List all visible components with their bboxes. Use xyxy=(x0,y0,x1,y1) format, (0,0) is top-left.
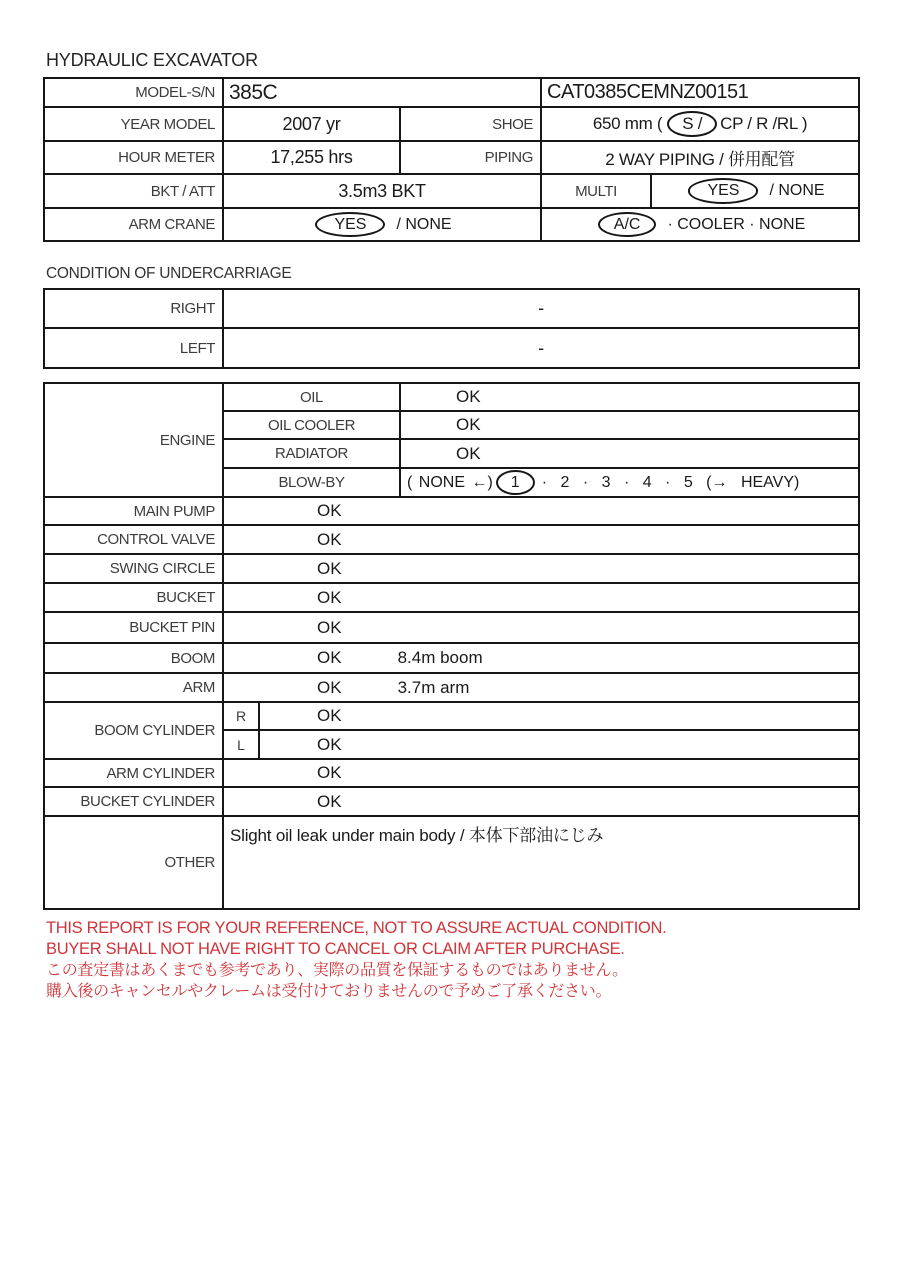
main-pump-row xyxy=(44,497,859,525)
spec-row-model xyxy=(44,78,859,107)
right-label: RIGHT xyxy=(44,289,223,328)
bucket-pin-label: BUCKET PIN xyxy=(44,612,223,643)
arm-row xyxy=(44,673,859,702)
boom-cylinder-r-label: R xyxy=(223,702,259,730)
year-label: YEAR MODEL xyxy=(44,107,223,141)
arm-crane-circled-option: YES xyxy=(315,212,385,237)
shoe-circled-option: S / xyxy=(667,111,717,137)
disclaimer-line-2: BUYER SHALL NOT HAVE RIGHT TO CANCEL OR CLAIM AFTER PURCHASE. xyxy=(46,940,625,958)
arm-cylinder-label: ARM CYLINDER xyxy=(44,759,223,787)
engine-radiator-label: RADIATOR xyxy=(223,439,400,468)
bkt-att-label: BKT / ATT xyxy=(44,174,223,208)
multi-rest: / NONE xyxy=(769,182,825,200)
boom-cylinder-label: BOOM CYLINDER xyxy=(44,702,223,759)
swing-circle-row xyxy=(44,554,859,583)
page-title: HYDRAULIC EXCAVATOR xyxy=(46,50,258,70)
engine-oilcooler-label: OIL COOLER xyxy=(223,411,400,439)
hour-meter-value: 17,255 hrs xyxy=(223,141,400,174)
swing-circle-label: SWING CIRCLE xyxy=(44,554,223,583)
serial-value: CAT0385CEMNZ00151 xyxy=(541,78,859,107)
boom-row xyxy=(44,643,859,673)
blowby-circled-option: 1 xyxy=(496,470,535,495)
boom-value-cell xyxy=(223,643,859,673)
blowby-suffix: · 2 · 3 · 4 · 5 (→ HEAVY) xyxy=(541,473,800,491)
engine-oil-label: OIL xyxy=(223,383,400,411)
main-pump-label: MAIN PUMP xyxy=(44,497,223,525)
blowby-label: BLOW-BY xyxy=(223,468,400,497)
arm-value: OK xyxy=(317,677,342,697)
spec-row-armcrane-ac xyxy=(44,208,859,241)
boom-note: 8.4m boom xyxy=(397,648,483,667)
engine-oilcooler-value: OK xyxy=(400,411,859,439)
spec-table xyxy=(43,77,860,242)
disclaimer-line-1: THIS REPORT IS FOR YOUR REFERENCE, NOT TO ASSURE ACTUAL CONDITION. xyxy=(46,919,667,937)
spec-row-year-shoe xyxy=(44,107,859,141)
engine-oil-row xyxy=(44,383,859,411)
engine-radiator-value: OK xyxy=(400,439,859,468)
undercarriage-right-row xyxy=(44,289,859,328)
multi-circled-option: YES xyxy=(688,178,758,203)
boom-cylinder-r-value: OK xyxy=(259,702,859,730)
aircon-value xyxy=(541,208,859,241)
disclaimer-line-3: この査定書はあくまでも参考であり、実際の品質を保証するものではありません。 xyxy=(46,962,628,979)
piping-label: PIPING xyxy=(400,141,541,174)
other-label: OTHER xyxy=(44,816,223,909)
blowby-prefix: ( NONE ←) xyxy=(407,473,493,491)
boom-cylinder-r-row xyxy=(44,702,859,730)
bucket-cylinder-value: OK xyxy=(223,787,859,816)
arm-crane-label: ARM CRANE xyxy=(44,208,223,241)
bucket-value: OK xyxy=(223,583,859,612)
multi-label: MULTI xyxy=(541,174,651,208)
blowby-value xyxy=(400,468,859,497)
undercarriage-table xyxy=(43,288,860,369)
arm-note: 3.7m arm xyxy=(397,677,470,697)
arm-cylinder-row xyxy=(44,759,859,787)
piping-value: 2 WAY PIPING / 併用配管 xyxy=(541,141,859,174)
main-pump-value: OK xyxy=(223,497,859,525)
left-value: - xyxy=(223,328,859,368)
arm-value-cell xyxy=(223,673,859,702)
hour-meter-label: HOUR METER xyxy=(44,141,223,174)
bucket-pin-row xyxy=(44,612,859,643)
multi-value xyxy=(651,174,859,208)
boom-cylinder-l-value: OK xyxy=(259,730,859,759)
model-label: MODEL-S/N xyxy=(44,78,223,107)
boom-cylinder-l-label: L xyxy=(223,730,259,759)
arm-crane-value xyxy=(223,208,541,241)
disclaimer xyxy=(46,918,666,1002)
control-valve-value: OK xyxy=(223,525,859,554)
swing-circle-value: OK xyxy=(223,554,859,583)
other-row xyxy=(44,816,859,909)
aircon-rest: · COOLER · NONE xyxy=(667,215,806,233)
other-value: Slight oil leak under main body / 本体下部油にじみ xyxy=(223,816,859,909)
left-label: LEFT xyxy=(44,328,223,368)
bucket-cylinder-row xyxy=(44,787,859,816)
shoe-value xyxy=(541,107,859,141)
undercarriage-heading: CONDITION OF UNDERCARRIAGE xyxy=(46,265,292,282)
engine-label: ENGINE xyxy=(44,383,223,497)
undercarriage-left-row xyxy=(44,328,859,368)
shoe-label: SHOE xyxy=(400,107,541,141)
right-value: - xyxy=(223,289,859,328)
condition-table xyxy=(43,382,860,910)
spec-row-hour-piping xyxy=(44,141,859,174)
bucket-label: BUCKET xyxy=(44,583,223,612)
shoe-prefix: 650 mm ( xyxy=(592,113,663,133)
arm-crane-rest: / NONE xyxy=(396,215,452,233)
spec-row-bkt-multi xyxy=(44,174,859,208)
arm-cylinder-value: OK xyxy=(223,759,859,787)
bkt-att-value: 3.5m3 BKT xyxy=(223,174,541,208)
disclaimer-line-4: 購入後のキャンセルやクレームは受付けておりませんので予めご了承ください。 xyxy=(46,983,612,1000)
year-value: 2007 yr xyxy=(223,107,400,141)
shoe-suffix: CP / R /RL ) xyxy=(720,113,808,133)
arm-label: ARM xyxy=(44,673,223,702)
control-valve-label: CONTROL VALVE xyxy=(44,525,223,554)
aircon-circled-option: A/C xyxy=(598,212,657,237)
engine-oil-value: OK xyxy=(400,383,859,411)
control-valve-row xyxy=(44,525,859,554)
bucket-pin-value: OK xyxy=(223,612,859,643)
boom-label: BOOM xyxy=(44,643,223,673)
model-value: 385C xyxy=(223,78,541,107)
bucket-row xyxy=(44,583,859,612)
boom-value: OK xyxy=(317,648,342,667)
bucket-cylinder-label: BUCKET CYLINDER xyxy=(44,787,223,816)
